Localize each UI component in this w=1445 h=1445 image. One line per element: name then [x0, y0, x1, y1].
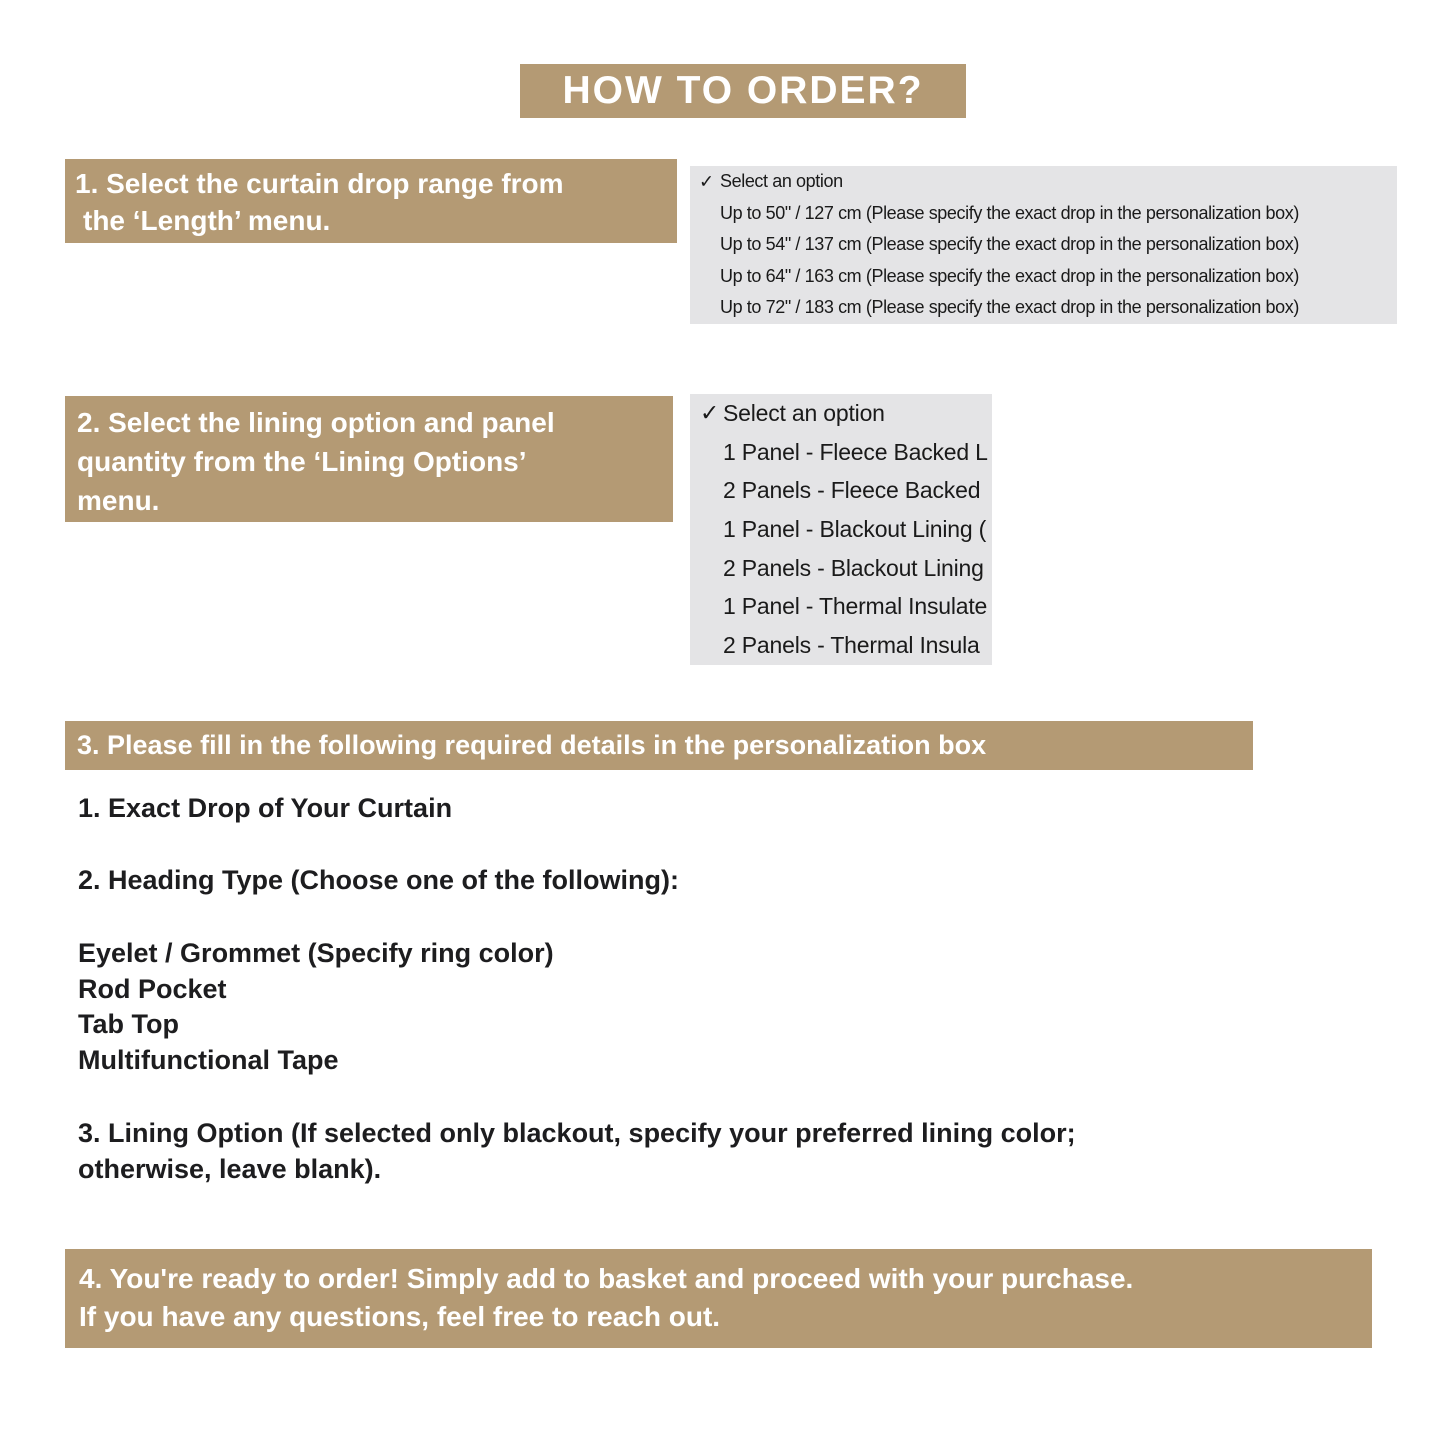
- lining-menu-selected-label: Select an option: [723, 399, 885, 426]
- lining-menu-option-label: 2 Panels - Thermal Insula: [723, 631, 980, 658]
- lining-menu-option-label: 2 Panels - Blackout Lining: [723, 554, 984, 581]
- step1-line-2: the ‘Length’ menu.: [83, 205, 331, 236]
- step4-banner: [65, 1249, 1372, 1348]
- step3-label: 3. Please fill in the following required details in the personalization box: [77, 730, 987, 760]
- step2-line-3: menu.: [77, 485, 160, 516]
- length-menu-selected-label: Select an option: [720, 171, 843, 192]
- checkmark-icon: ✓: [699, 171, 714, 192]
- lining-menu-option-label: 2 Panels - Fleece Backed: [723, 477, 981, 504]
- lining-menu-selected-option[interactable]: [690, 394, 992, 433]
- lining-menu-option-label: 1 Panel - Fleece Backed L: [723, 438, 988, 465]
- length-menu-option-label: Up to 64" / 163 cm (Please specify the exact drop in the personalization box): [720, 265, 1299, 286]
- lining-options-menu: [690, 394, 992, 665]
- lining-menu-option[interactable]: [690, 587, 992, 626]
- page-title-banner: [520, 64, 966, 118]
- heading-type-tab-top: Tab Top: [78, 1009, 179, 1040]
- length-menu-option-label: Up to 50" / 127 cm (Please specify the exact drop in the personalization box): [720, 202, 1299, 223]
- step2-line-2: quantity from the ‘Lining Options’: [77, 446, 527, 477]
- length-menu-option[interactable]: [690, 261, 1397, 293]
- step4-line-1: 4. You're ready to order! Simply add to basket and proceed with your purchase.: [79, 1263, 1134, 1294]
- step3-banner: [65, 721, 1253, 770]
- heading-type-multifunctional-tape: Multifunctional Tape: [78, 1045, 339, 1076]
- lining-option-line-1: 3. Lining Option (If selected only blackout, specify your preferred lining color;: [78, 1118, 1076, 1148]
- length-menu: [690, 166, 1397, 324]
- lining-menu-option[interactable]: [690, 510, 992, 549]
- step2-line-1: 2. Select the lining option and panel: [77, 407, 555, 438]
- length-menu-option[interactable]: [690, 198, 1397, 230]
- lining-menu-option[interactable]: [690, 433, 992, 472]
- step1-banner: [65, 159, 677, 243]
- detail-item-exact-drop: 1. Exact Drop of Your Curtain: [78, 793, 453, 823]
- lining-menu-option[interactable]: [690, 471, 992, 510]
- step2-banner: [65, 396, 673, 522]
- checkmark-icon: ✓: [700, 399, 720, 426]
- length-menu-selected-option[interactable]: [690, 166, 1397, 198]
- lining-menu-option[interactable]: [690, 626, 992, 665]
- length-menu-option[interactable]: [690, 292, 1397, 324]
- length-menu-option[interactable]: [690, 229, 1397, 261]
- heading-type-rod-pocket: Rod Pocket: [78, 973, 227, 1004]
- lining-menu-option-label: 1 Panel - Blackout Lining (: [723, 515, 987, 542]
- step4-line-2: If you have any questions, feel free to reach out.: [79, 1301, 721, 1332]
- length-menu-option-label: Up to 72" / 183 cm (Please specify the exact drop in the personalization box): [720, 297, 1299, 318]
- lining-option-line-2: otherwise, leave blank).: [78, 1154, 382, 1184]
- detail-item-lining-option: [78, 1115, 1076, 1187]
- heading-type-options: [78, 936, 554, 1079]
- detail-item-heading-type: 2. Heading Type (Choose one of the following):: [78, 865, 679, 895]
- step1-line-1: 1. Select the curtain drop range from: [75, 168, 564, 199]
- lining-menu-option[interactable]: [690, 549, 992, 588]
- lining-menu-option-label: 1 Panel - Thermal Insulate: [723, 593, 988, 620]
- heading-type-eyelet: Eyelet / Grommet (Specify ring color): [78, 938, 554, 968]
- length-menu-option-label: Up to 54" / 137 cm (Please specify the exact drop in the personalization box): [720, 234, 1299, 255]
- page-title: HOW TO ORDER?: [562, 69, 924, 112]
